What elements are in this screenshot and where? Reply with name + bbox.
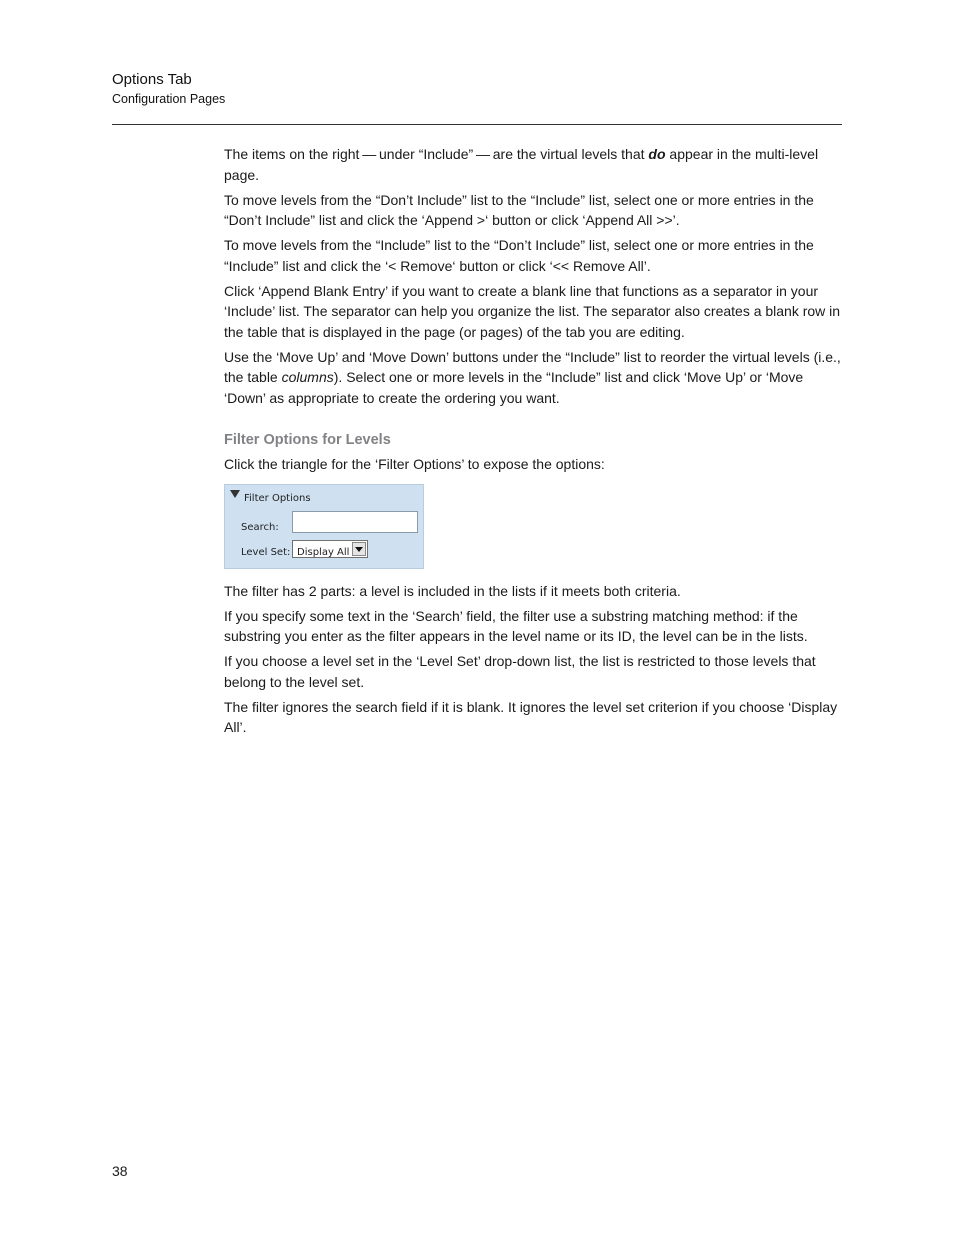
paragraph-append: To move levels from the “Don’t Include” list to the “Include” list, select one or more entries in the “Don’t Include” list and click the ‘Append >‘ button or click ‘Append All >>’.	[224, 191, 814, 228]
section-heading-filter-options: Filter Options for Levels	[224, 432, 391, 448]
emphasis-text: do	[648, 146, 666, 162]
search-label: Search:	[241, 521, 279, 533]
triangle-down-icon[interactable]	[230, 490, 240, 498]
level-set-label: Level Set:	[241, 546, 291, 558]
page-header	[112, 70, 842, 108]
paragraph-filter-ignores: The filter ignores the search field if it is blank. It ignores the level set criterion if you choose ‘Display All’.	[224, 698, 838, 735]
paragraph-move	[224, 347, 842, 409]
page-number: 38	[112, 1163, 128, 1179]
paragraph-text: The items on the right — under “Include” — are the virtual levels that	[224, 146, 649, 162]
level-set-select[interactable]	[292, 540, 368, 558]
paragraph-filter-parts: The filter has 2 parts: a level is included in the lists if it meets both criteria.	[224, 582, 681, 599]
level-set-selected-value: Display All	[297, 546, 350, 558]
filter-options-title[interactable]: Filter Options	[244, 492, 311, 504]
running-header-title: Options Tab	[112, 71, 192, 88]
filter-options-panel	[224, 484, 424, 569]
search-input[interactable]	[292, 511, 418, 533]
paragraph-include-intro	[224, 144, 842, 185]
emphasis-do	[648, 146, 665, 162]
paragraph-remove: To move levels from the “Include” list to the “Don’t Include” list, select one or more entries in the “Include” list and click the ‘< Remove‘ button or click ‘<< Remove All’.	[224, 237, 814, 274]
paragraph-filter-intro: Click the triangle for the ‘Filter Options’ to expose the options:	[224, 456, 605, 472]
paragraph-text: Use the ‘Move Up’ and ‘Move Down’ buttons under the “Include” list to reorder the virtual levels (i.e., the table	[224, 348, 841, 385]
paragraph-search-field: If you specify some text in the ‘Search’ field, the filter use a substring matching method: if the substring you enter as the filter appears in the level name or its ID, the level can be in the lists.	[224, 607, 808, 644]
emphasis-columns: columns	[281, 369, 334, 385]
main-content	[224, 144, 842, 742]
paragraph-text: appear in the multi-level page.	[224, 146, 819, 183]
dropdown-button[interactable]	[352, 542, 366, 556]
paragraph-blank-entry: Click ‘Append Blank Entry’ if you want to create a blank line that functions as a separator in your ‘Include’ list. The separator can help you organize the list. The separator also creates a blank row in the table that is displayed in the page (or pages) of the tab you are editing.	[224, 282, 841, 340]
header-divider	[112, 124, 842, 125]
running-header-subtitle: Configuration Pages	[112, 92, 226, 106]
paragraph-text: ). Select one or more levels in the “Include” list and click ‘Move Up’ or ‘Move ‘Down’ as appropriate to create the ordering you want.	[224, 369, 804, 406]
paragraph-level-set: If you choose a level set in the ‘Level Set’ drop-down list, the list is restricted to those levels that belong to the level set.	[224, 653, 816, 690]
dropdown-arrow-icon	[355, 547, 363, 552]
